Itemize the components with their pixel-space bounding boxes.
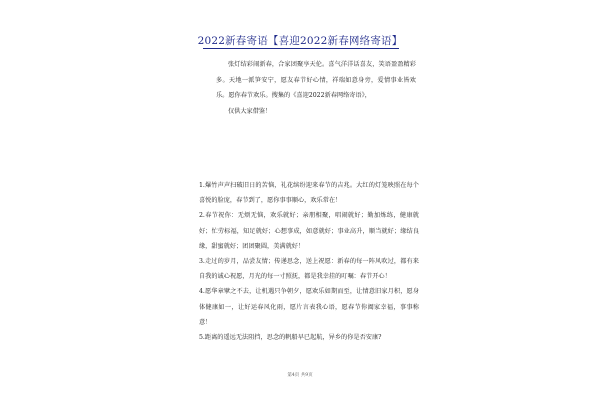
list-item: 4.愿华章擘之不去，让机遇只争朝夕，愿欢乐如期而至，让情意旧家月积，愿身体健康如一，让好运春风化雨，愿片言表我心语，愿春节你阖家幸福，事事称意！ [199,288,419,326]
greetings-list [199,178,419,345]
list-item: 5.距离的遥远无法阻挡，思念的帆船早已起航，异乡的你是否安康? [199,334,382,342]
intro-closing: 仅供大家借鉴！ [228,107,272,115]
list-item: 3.走过的岁月，品尝友情；传递思念，送上祝愿：新春的每一阵风吹过，都有来自我的诚心祝愿，月光的每一寸照抚，都是我幸挂的叮嘱：春节开心！ [199,258,419,281]
page-title: 2022新春寄语【喜迎2022新春网络寄语】 [197,35,403,47]
intro-paragraph [216,57,416,119]
page-number: 第4页 共9页 [287,373,313,378]
intro-text: 张灯结彩闹新春，合家团聚享天伦。喜气洋洋话喜友，笑语盈盈精彩多。天地一派笋安宁，愿友春节好心情，祥瑞如意身旁，爱情事业皆欢乐。愿你春节欢乐。搜集的《喜迎2022新春网络寄语》， [216,61,416,99]
title-underline [203,48,399,49]
list-item: 1.爆竹声声扫破旧日的苦恼，礼花缤纷迎来春节的吉兆。大红的灯笼映照在每个喜悦的脸庞，春节到了，愿你事事顺心，欢乐常在！ [199,182,419,205]
list-item: 2.春节祝你：无烦无恼，欢乐就好；亲朋相聚，唱闹就好；勤加炼练，健康就好；忙劳标福，知足就好；心想事成，如意就好；事业高升，顺当就好；缘结良缘，甜蜜就好；团团聚圆，美满就好！ [199,212,419,250]
